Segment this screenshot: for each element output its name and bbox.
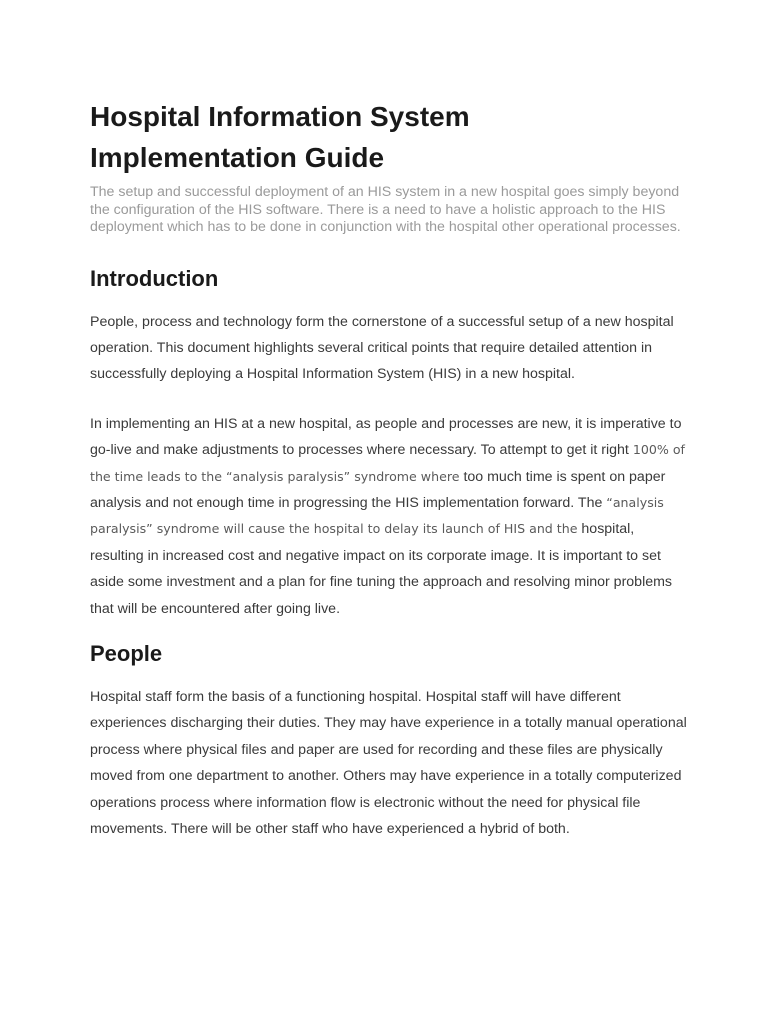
introduction-paragraph-2 — [90, 411, 690, 622]
people-heading: People — [90, 640, 163, 666]
document-subtitle: The setup and successful deployment of an HIS system in a new hospital goes simply beyond the configuration of the HIS software. There is a need to have a holistic approach to the HIS deployment which has to be done in conjunction with the hospital other operational processes. — [90, 184, 681, 235]
title-line-1: Hospital Information System — [90, 101, 470, 132]
introduction-heading: Introduction — [90, 265, 219, 291]
intro-p2-part5: hospital, resulting in increased cost and negative impact on its corporate image. It is important to set aside some investment and a plan for fine tuning the approach and resolving minor problems that will be encountered after going live. — [90, 521, 673, 617]
people-paragraph-1: Hospital staff form the basis of a functioning hospital. Hospital staff will have different experiences discharging their duties. They may have experience in a totally manual operational process where physical files and paper are used for recording and these files are physically moved from one department to another. Others may have experience in a totally computerized operations process where information flow is electronic without the need for physical file movements. There will be other staff who have experienced a hybrid of both. — [90, 688, 687, 837]
intro-p2-part2: 100% of the time leads to the “analysis paralysis” syndrome where — [90, 442, 685, 484]
document-title — [90, 96, 690, 178]
intro-p2-part3: too much time is spent on paper analysis and not enough time in progressing the HIS implementation forward. The — [90, 468, 666, 511]
introduction-paragraph-1: People, process and technology form the cornerstone of a successful setup of a new hospital operation. This document highlights several critical points that require detailed attention in successfully deploying a Hospital Information System (HIS) in a new hospital. — [90, 313, 674, 383]
intro-p2-part4: “analysis paralysis” syndrome will cause the hospital to delay its launch of HIS and the — [90, 494, 664, 537]
title-line-2: Implementation Guide — [90, 142, 385, 173]
document-page — [90, 96, 690, 842]
intro-p2-part1: In implementing an HIS at a new hospital, as people and processes are new, it is imperative to go-live and make adjustments to processes where necessary. To attempt to get it right — [90, 415, 682, 459]
